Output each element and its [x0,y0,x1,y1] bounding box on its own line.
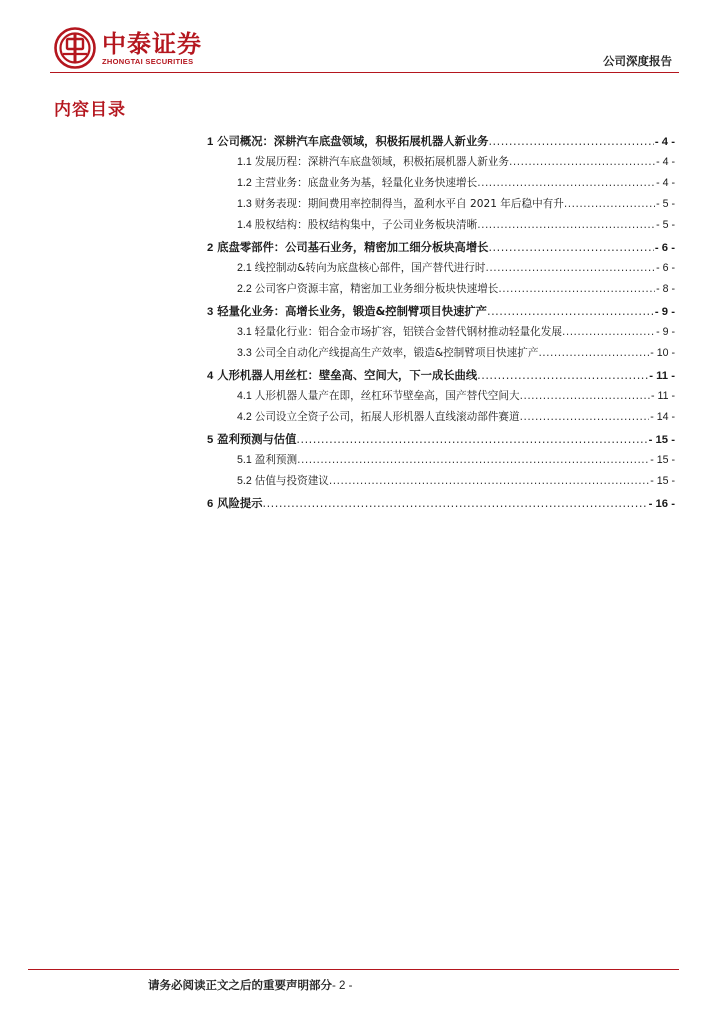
toc-entry-page: - 8 - [656,283,675,295]
toc-entry-number: 1.1 [237,156,252,168]
footer [148,977,352,993]
toc-dot-leader [297,450,649,471]
toc-entry-page: - 10 - [650,347,675,359]
toc-entry-label: 股权结构：股权结构集中，子公司业务板块清晰 [254,219,478,231]
toc-dot-leader [520,407,650,428]
toc-entry-page: - 9 - [656,326,675,338]
toc-dot-leader [477,365,648,386]
toc-entry-number: 1.4 [237,219,252,231]
report-type-label: 公司深度报告 [603,54,672,68]
toc-entry-number: 4.2 [237,411,252,423]
toc-entry-number: 4.1 [237,390,252,402]
toc-section-entry[interactable] [207,301,675,322]
toc-subsection-entry[interactable] [237,173,675,194]
toc-section-entry[interactable] [207,493,675,514]
toc-entry-number: 2.1 [237,262,252,274]
toc-dot-leader [477,215,655,236]
toc-entry-number: 4 [207,370,214,382]
toc-entry-page: - 16 - [648,498,675,510]
toc-subsection-entry[interactable] [237,215,675,236]
header-divider [50,72,679,73]
toc-dot-leader [498,279,655,300]
toc-entry-label: 发展历程：深耕汽车底盘领域，积极拓展机器人新业务 [254,156,509,168]
toc-entry-label: 底盘零部件：公司基石业务，精密加工细分板块高增长 [217,241,489,254]
toc-entry-page: - 6 - [656,262,675,274]
toc-entry-label: 公司客户资源丰富，精密加工业务细分板块快速增长 [254,283,499,295]
toc-entry-number: 5.2 [237,475,252,487]
toc-entry-page: - 15 - [650,475,675,487]
toc-entry-page: - 11 - [651,390,675,402]
toc-entry-label: 盈利预测与估值 [217,433,297,446]
toc-entry-label: 人形机器人量产在即，丝杠环节壁垒高，国产替代空间大 [254,390,520,402]
toc-subsection-entry[interactable] [237,386,675,407]
toc-subsection-entry[interactable] [237,450,675,471]
toc-subsection-entry[interactable] [237,471,675,492]
toc-dot-leader [488,131,653,152]
toc-dot-leader [485,258,655,279]
toc-entry-number: 1.3 [237,198,252,210]
toc-entry-label: 主营业务：底盘业务为基，轻量化业务快速增长 [254,177,478,189]
toc-entry-page: - 5 - [656,219,675,231]
toc-section-entry[interactable] [207,237,675,258]
footer-divider [28,969,679,970]
toc-dot-leader [520,386,650,407]
toc-dot-leader [564,194,655,215]
toc-subsection-entry[interactable] [237,152,675,173]
toc-entry-page: - 9 - [654,306,675,318]
toc-entry-label: 财务表现：期间费用率控制得当，盈利水平自 2021 年后稳中有升 [254,198,564,210]
toc-subsection-entry[interactable] [237,194,675,215]
toc-entry-number: 1.2 [237,177,252,189]
toc-entry-page: - 14 - [650,411,675,423]
toc-entry-page: - 4 - [656,156,675,168]
toc-entry-label: 线控制动&转向为底盘核心部件，国产替代进行时 [254,262,486,274]
toc-section-entry[interactable] [207,131,675,152]
toc-entry-label: 风险提示 [217,497,263,510]
toc-dot-leader [538,343,649,364]
toc-entry-number: 3 [207,306,214,318]
table-of-contents [207,131,675,514]
toc-subsection-entry[interactable] [237,258,675,279]
toc-section-entry[interactable] [207,365,675,386]
toc-subsection-entry[interactable] [237,407,675,428]
toc-dot-leader [263,493,648,514]
toc-entry-page: - 11 - [649,370,675,382]
toc-entry-label: 公司全自动化产线提高生产效率，锻造&控制臂项目快速扩产 [254,347,539,359]
toc-dot-leader [488,237,653,258]
company-logo [54,27,202,69]
toc-entry-number: 1 [207,136,214,148]
logo-english-name: ZHONGTAI SECURITIES [102,56,194,66]
toc-entry-label: 盈利预测 [254,454,298,466]
toc-entry-number: 3.1 [237,326,252,338]
toc-dot-leader [329,471,649,492]
toc-entry-number: 6 [207,498,214,510]
toc-entry-number: 5 [207,434,214,446]
toc-dot-leader [487,301,654,322]
toc-subsection-entry[interactable] [237,279,675,300]
toc-entry-label: 公司设立全资子公司，拓展人形机器人直线滚动部件赛道 [254,411,520,423]
toc-entry-label: 公司概况：深耕汽车底盘领域，积极拓展机器人新业务 [217,135,489,148]
toc-dot-leader [562,322,655,343]
toc-entry-page: - 5 - [656,198,675,210]
toc-dot-leader [509,152,655,173]
toc-subsection-entry[interactable] [237,343,675,364]
toc-entry-label: 人形机器人用丝杠：壁垒高、空间大，下一成长曲线 [217,369,478,382]
toc-title: 内容目录 [54,100,126,120]
toc-entry-label: 估值与投资建议 [254,475,329,487]
toc-section-entry[interactable] [207,429,675,450]
toc-dot-leader [477,173,655,194]
toc-entry-page: - 4 - [656,177,675,189]
toc-dot-leader [296,429,647,450]
zhongtai-logo-icon [54,27,96,69]
toc-entry-page: - 4 - [654,136,675,148]
toc-entry-number: 5.1 [237,454,252,466]
toc-entry-label: 轻量化业务：高增长业务，锻造&控制臂项目快速扩产 [217,305,487,318]
toc-entry-page: - 6 - [654,242,675,254]
toc-entry-page: - 15 - [648,434,675,446]
toc-entry-label: 轻量化行业：铝合金市场扩容，铝镁合金替代钢材推动轻量化发展 [254,326,562,338]
logo-chinese-name: 中泰证券 [102,29,202,58]
toc-entry-page: - 15 - [650,454,675,466]
toc-subsection-entry[interactable] [237,322,675,343]
toc-entry-number: 2.2 [237,283,252,295]
footer-page-number: - 2 - [332,980,353,992]
toc-entry-number: 3.3 [237,347,252,359]
footer-disclaimer-notice: 请务必阅读正文之后的重要声明部分 [148,978,332,992]
toc-entry-number: 2 [207,242,214,254]
